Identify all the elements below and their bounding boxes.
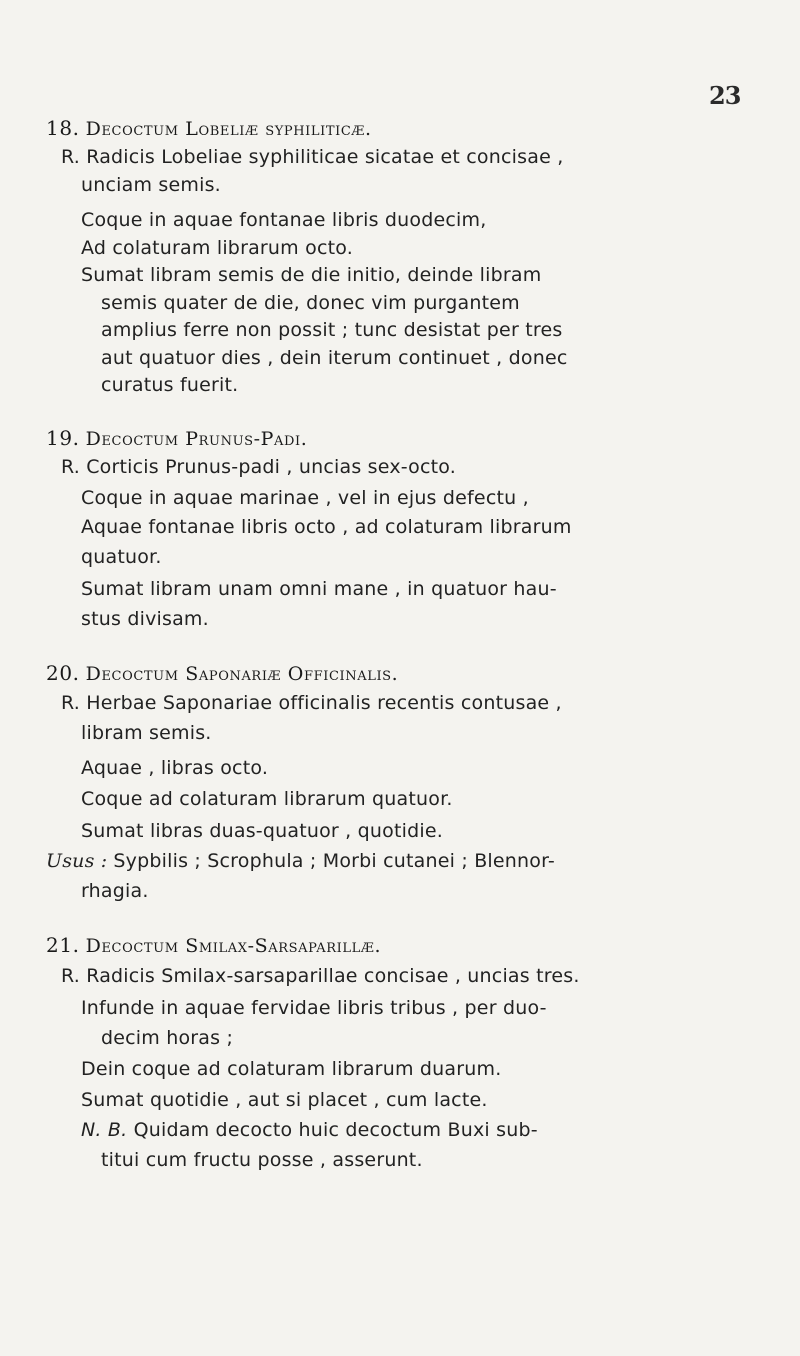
entry-18-line: amplius ferre non possit ; tunc desistat per tres — [101, 319, 563, 341]
page-number: 23 — [709, 81, 741, 110]
entry-20-usus-line — [46, 848, 555, 875]
entry-18-line: R. Radicis Lobeliae syphiliticae sicatae et concisae , — [61, 146, 564, 168]
entry-number: 21. — [46, 933, 80, 957]
entry-19-line: quatuor. — [81, 546, 162, 568]
entry-title: Decoctum Lobeliæ syphiliticæ. — [85, 118, 372, 140]
entry-19-line: Coque in aquae marinae , vel in ejus defectu , — [81, 487, 529, 509]
entry-20-line: libram semis. — [81, 722, 212, 744]
entry-number: 19. — [46, 426, 80, 450]
entry-20-line: rhagia. — [81, 880, 149, 902]
entry-21-line: R. Radicis Smilax-sarsaparillae concisae , uncias tres. — [61, 965, 580, 987]
entry-20-line: Sumat libras duas-quatuor , quotidie. — [81, 820, 443, 842]
entry-number: 20. — [46, 661, 80, 685]
entry-18-line: semis quater de die, donec vim purgantem — [101, 292, 520, 314]
usus-text: Sypbilis ; Scrophula ; Morbi cutanei ; Blennor- — [113, 850, 555, 872]
entry-21-nb-line — [81, 1117, 538, 1144]
entry-20-line: Aquae , libras octo. — [81, 757, 269, 779]
entry-19-line: stus divisam. — [81, 608, 209, 630]
entry-18-line: unciam semis. — [81, 174, 221, 196]
entry-19-heading — [46, 425, 307, 453]
entry-20-line: Coque ad colaturam librarum quatuor. — [81, 788, 453, 810]
nb-label: N. B. — [81, 1119, 128, 1141]
entry-18-line: curatus fuerit. — [101, 374, 239, 396]
entry-21-line: Sumat quotidie , aut si placet , cum lacte. — [81, 1089, 488, 1111]
entry-title: Decoctum Prunus-Padi. — [85, 428, 308, 450]
entry-18-line: Sumat libram semis de die initio, deinde libram — [81, 264, 542, 286]
entry-19-line: Sumat libram unam omni mane , in quatuor hau- — [81, 578, 557, 600]
entry-19-line: Aquae fontanae libris octo , ad colaturam librarum — [81, 516, 572, 538]
entry-21-line: Infunde in aquae fervidae libris tribus , per duo- — [81, 997, 547, 1019]
entry-number: 18. — [46, 116, 80, 140]
entry-18-line: aut quatuor dies , dein iterum continuet , donec — [101, 347, 568, 369]
entry-21-heading — [46, 932, 381, 960]
entry-18-line: Ad colaturam librarum octo. — [81, 237, 353, 259]
entry-20-line: R. Herbae Saponariae officinalis recentis contusae , — [61, 692, 562, 714]
entry-21-line: Dein coque ad colaturam librarum duarum. — [81, 1058, 502, 1080]
entry-18-heading — [46, 115, 372, 143]
nb-text: Quidam decocto huic decoctum Buxi sub- — [133, 1119, 538, 1141]
entry-19-line: R. Corticis Prunus-padi , uncias sex-octo. — [61, 456, 457, 478]
entry-18-line: Coque in aquae fontanae libris duodecim, — [81, 209, 487, 231]
entry-title: Decoctum Smilax-Sarsaparillæ. — [85, 935, 382, 957]
entry-21-line: decim horas ; — [101, 1027, 234, 1049]
entry-title: Decoctum Saponariæ Officinalis. — [85, 663, 399, 685]
entry-21-line: titui cum fructu posse , asserunt. — [101, 1149, 423, 1171]
entry-20-heading — [46, 660, 398, 688]
usus-label: Usus : — [46, 850, 108, 872]
